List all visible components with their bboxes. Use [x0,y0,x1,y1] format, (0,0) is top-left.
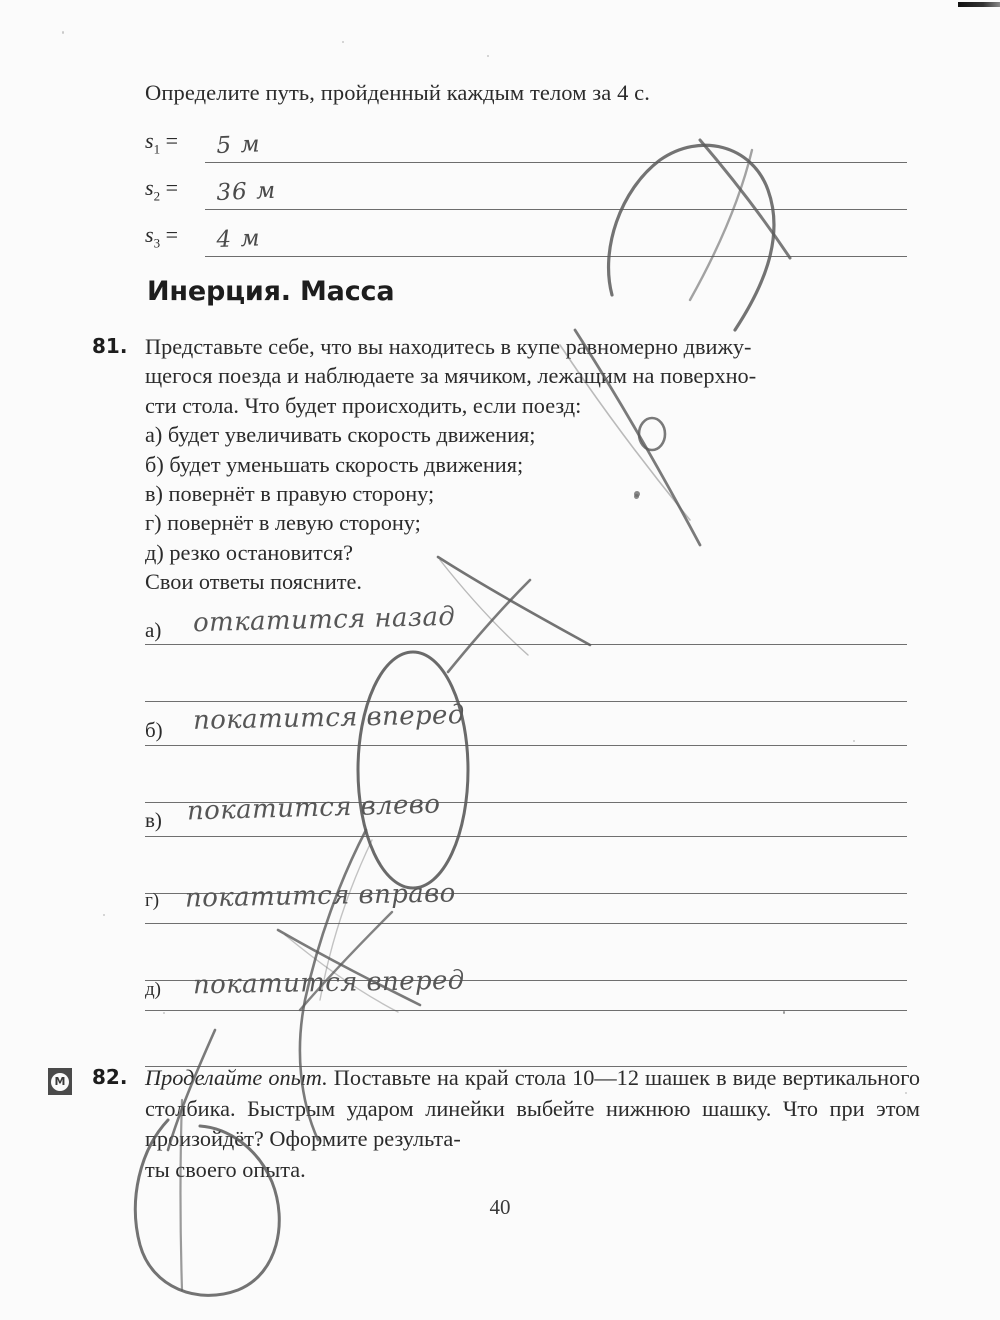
handwritten-answer: 5 м [216,131,261,159]
task-line: сти стола. Что будет происходить, если поезд: [145,392,582,418]
answer-label-g: г) [145,890,160,911]
answer-label-v: в) [145,808,162,832]
scan-speck [342,41,344,43]
task-text [145,332,920,597]
answer-label-d: д) [145,979,161,1000]
experiment-badge-icon [48,1068,72,1095]
task-option-g: г) повернёт в левую сторону; [145,510,421,536]
handwritten-answer-v: покатится влево [186,789,441,827]
task-number: 81. [92,334,128,358]
task-option-b: б) будет уменьшать скорость движения; [145,451,524,477]
answer-label-a: а) [145,618,162,642]
answer-rule[interactable] [145,644,907,645]
handwritten-answer-g: покатится вправо [184,878,456,914]
answer-label-b: б) [145,718,163,742]
task-paragraph [145,1063,920,1155]
answer-rule [205,256,907,257]
answer-rule [205,162,907,163]
scan-speck [163,1012,165,1014]
task-lead-italic: Проделайте опыт. [145,1065,328,1090]
task-line: Свои ответы поясните. [145,569,362,595]
handwritten-answer-d: покатится вперед [192,965,465,1001]
answer-rule[interactable] [145,1010,907,1011]
scan-speck [853,740,855,742]
scan-speck [103,914,105,916]
measurement-label: $s_1$ = [145,128,178,157]
task-number: 82. [92,1065,128,1089]
measurement-row [145,216,907,263]
scan-speck [487,55,489,57]
task-option-d: д) резко остановится? [145,539,354,565]
task-paragraph-tail: ты своего опыта. [145,1156,306,1182]
answer-rule [205,209,907,210]
measurement-row [145,169,907,216]
page-number: 40 [489,1195,511,1219]
task-paragraph-text: Поставьте на край стола 10—12 шашек в виде вертикального столбика. Быстрым ударом линейки выбейте нижнюю шашку. Что при этом произойдёт? Оформите результа- [145,1065,920,1151]
intro-question: Определите путь, пройденный каждым телом за 4 с. [145,80,650,105]
task-line: щегося поезда и наблюдаете за мячиком, лежащим на поверхно- [145,363,757,389]
task-line: Представьте себе, что вы находитесь в купе равномерно движу- [145,334,752,359]
scan-speck [62,31,64,34]
answer-rule[interactable] [145,745,907,746]
handwritten-answer: 36 м [216,177,277,206]
scan-speck [783,1011,785,1014]
measurement-label: $s_2$ = [145,175,178,204]
task-option-a: а) будет увеличивать скорость движения; [145,422,536,448]
answer-rule[interactable] [145,923,907,924]
task-81 [92,332,920,597]
handwritten-answer-a: откатится назад [192,601,456,639]
answer-rule[interactable] [145,701,907,702]
section-heading: Инерция. Масса [147,276,395,307]
measurement-list [145,122,907,263]
badge-letter: М [51,1073,69,1091]
task-option-v: в) повернёт в правую сторону; [145,481,435,507]
answer-rule[interactable] [145,836,907,837]
task-text [145,1063,920,1185]
scan-artifact-corner [958,2,1000,7]
measurement-label: $s_3$ = [145,222,178,251]
handwritten-answer-b: покатится вперед [192,700,465,736]
measurement-row [145,122,907,169]
handwritten-answer: 4 м [216,225,261,253]
task-82 [54,1063,920,1185]
